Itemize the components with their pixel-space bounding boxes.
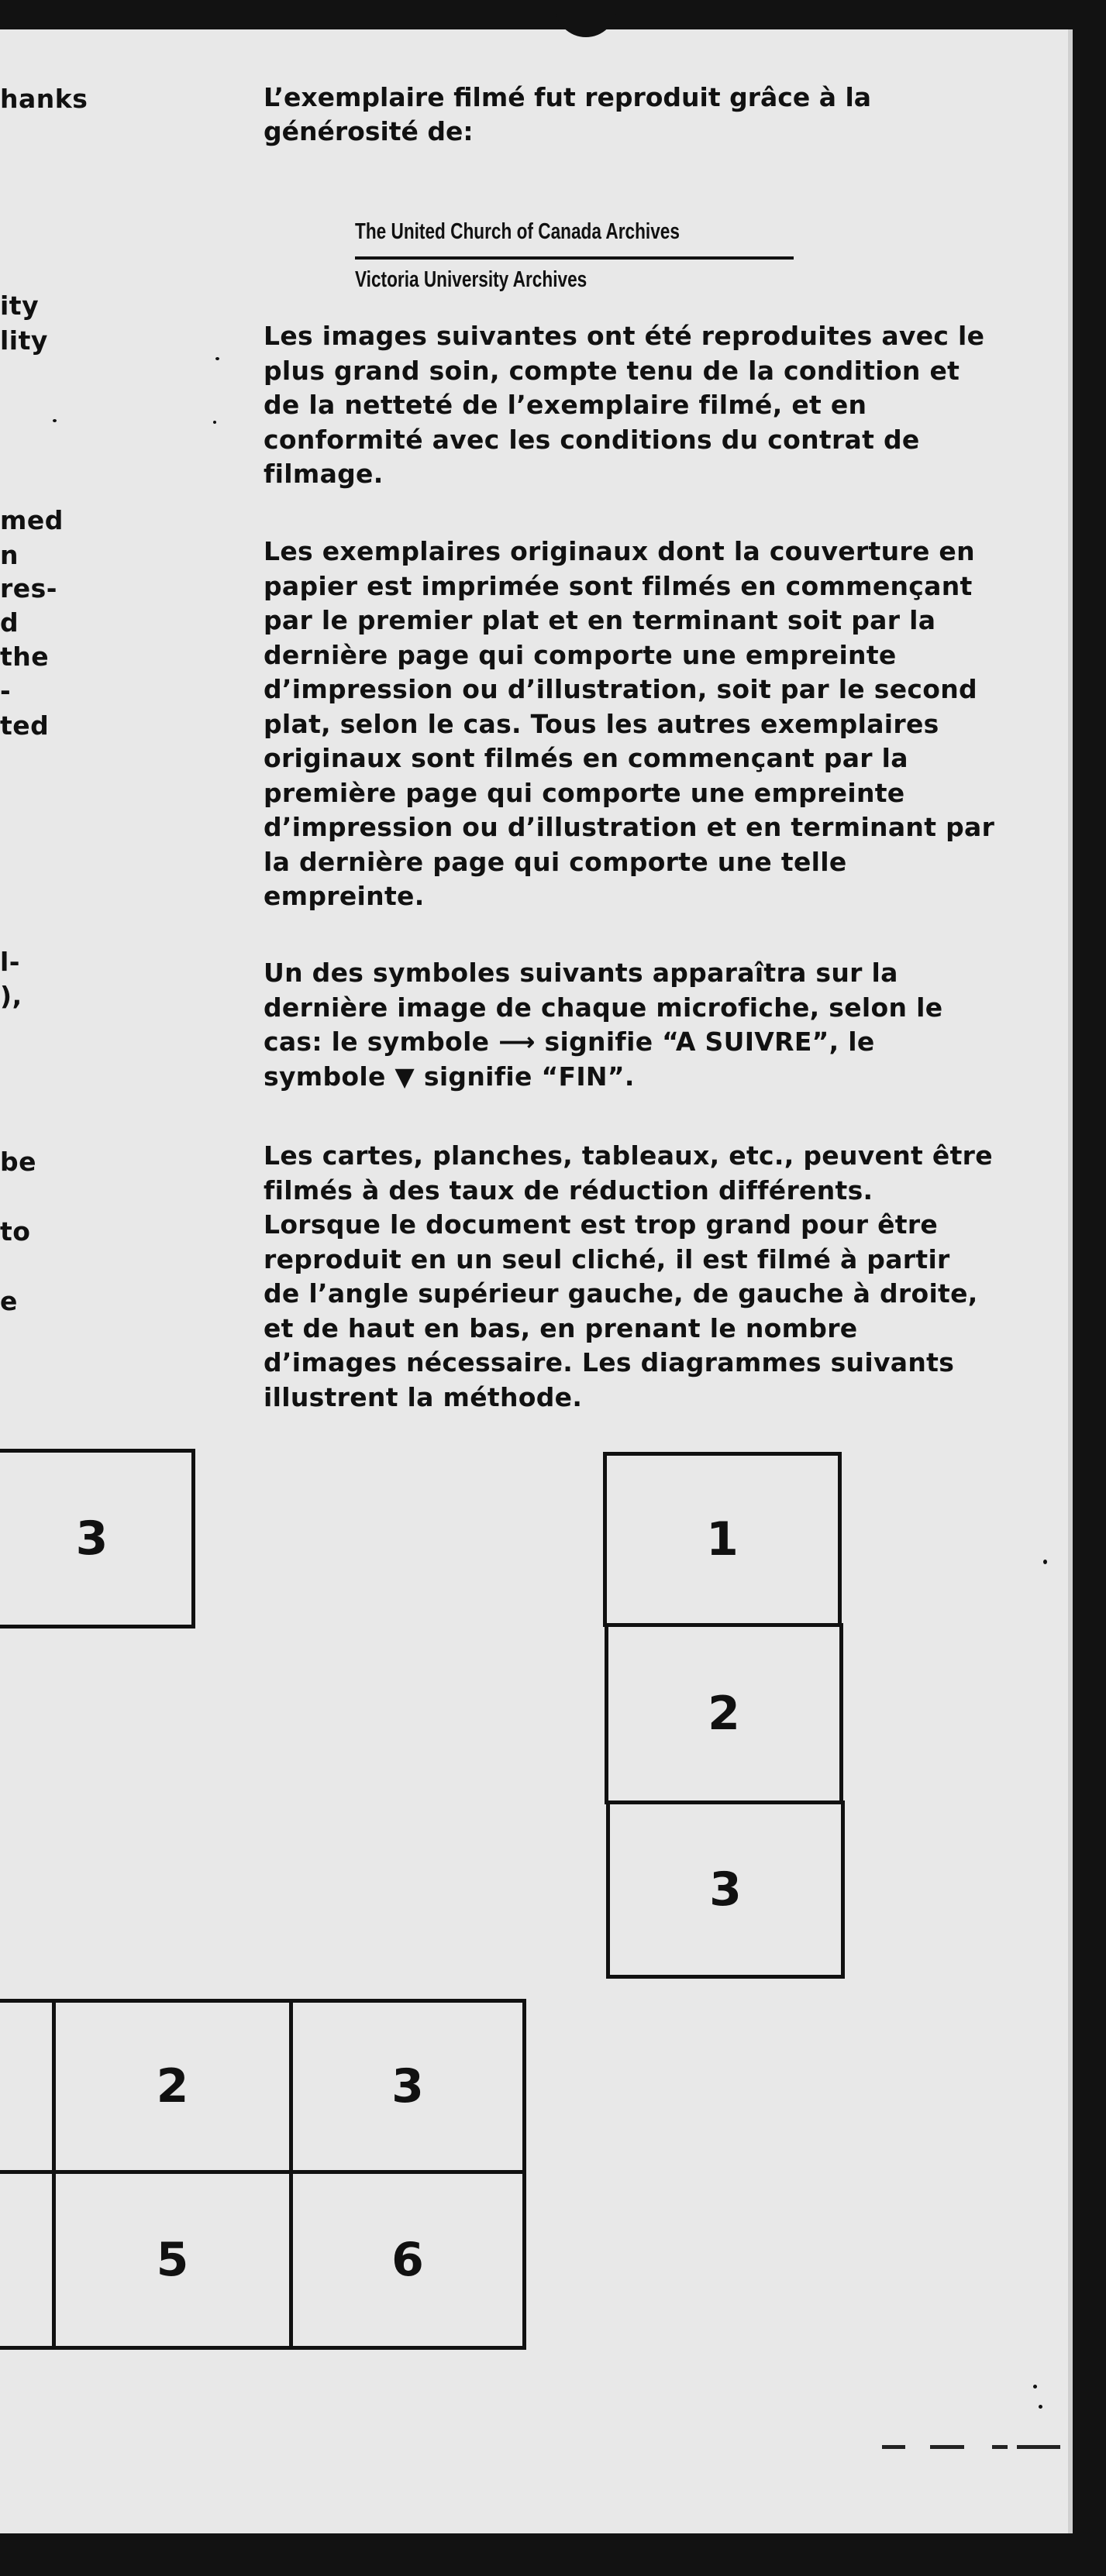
left-fragment: ity — [0, 291, 40, 321]
paragraph-reproduction-care: Les images suivantes ont été reproduites avec le plus grand soin, compte tenu de la condition et de la netteté de l’exemplaire filmé, et en conformité avec les conditions du contrat de filmage. — [264, 321, 985, 489]
scan-speck — [1039, 2405, 1042, 2409]
left-fragment: res- — [0, 573, 57, 604]
diagram-grid-cell-5: 5 — [52, 2170, 293, 2350]
left-fragment: e — [0, 1286, 18, 1316]
paragraph-filming-order: Les exemplaires originaux dont la couverture en papier est imprimée sont filmés en commençant par le premier plat et en terminant soit par la dernière page qui comporte une empreinte d’impression ou d’illustration, soit par le second plat, selon le cas. Tous les autres exemplaires originaux sont filmés en commençant par la première page qui comporte une empreinte d’impression ou d’illustration et en terminant par la dernière page qui comporte une telle empreinte. — [264, 536, 995, 911]
institution-1: The United Church of Canada Archives — [355, 219, 680, 244]
scan-speck — [1033, 2385, 1037, 2389]
left-fragment: med — [0, 505, 64, 535]
diagram-grid-cell-4 — [0, 2170, 56, 2350]
paragraph-reduction-method: Les cartes, planches, tableaux, etc., peuvent être filmés à des taux de réduction différents. Lorsque le document est trop grand pour être reproduit en un seul cliché, il est filmé à partir de l’angle supérieur gauche, de gauche à droite, et de haut en bas, en prenant le nombre d’images nécessaire. Les diagrammes suivants illustrent la méthode. — [264, 1140, 993, 1412]
left-fragment: d — [0, 607, 19, 638]
scan-speck — [215, 357, 219, 360]
left-fragment: the — [0, 641, 50, 672]
left-fragment: ), — [0, 981, 22, 1011]
document-page — [0, 29, 1073, 2533]
scan-speck — [1043, 1560, 1047, 1564]
left-fragment: l- — [0, 947, 21, 977]
left-fragment: hanks — [0, 84, 88, 114]
diagram-stack-cell-2: 2 — [605, 1623, 843, 1804]
scan-speck — [53, 419, 57, 422]
scan-dash — [992, 2445, 1008, 2449]
scan-dash — [882, 2445, 905, 2449]
left-fragment: ted — [0, 710, 50, 741]
scan-speck — [213, 421, 216, 424]
diagram-left-box-3: 3 — [0, 1449, 195, 1628]
scan-dash — [1017, 2445, 1060, 2449]
left-fragment: lity — [0, 325, 48, 356]
credit-intro: L’exemplaire filmé fut reproduit grâce à la générosité de: — [264, 82, 872, 146]
diagram-grid-cell-3: 3 — [289, 1999, 526, 2174]
left-fragment: be — [0, 1147, 37, 1177]
left-fragment: - — [0, 676, 12, 706]
diagram-grid-cell-6: 6 — [289, 2170, 526, 2350]
institution-2: Victoria University Archives — [355, 267, 587, 292]
institution-divider — [355, 256, 794, 260]
left-fragment: to — [0, 1216, 31, 1247]
left-fragment: n — [0, 540, 19, 570]
scan-dash — [930, 2445, 964, 2449]
diagram-grid-cell-1 — [0, 1999, 56, 2174]
diagram-stack-cell-1: 1 — [603, 1452, 842, 1627]
diagram-grid-cell-2: 2 — [52, 1999, 293, 2174]
diagram-stack-cell-3: 3 — [606, 1800, 845, 1979]
paragraph-symbols: Un des symboles suivants apparaîtra sur la dernière image de chaque microfiche, selon le cas: le symbole ⟶ signifie “A SUIVRE”, le symbole ▼ signifie “FIN”. — [264, 958, 943, 1092]
